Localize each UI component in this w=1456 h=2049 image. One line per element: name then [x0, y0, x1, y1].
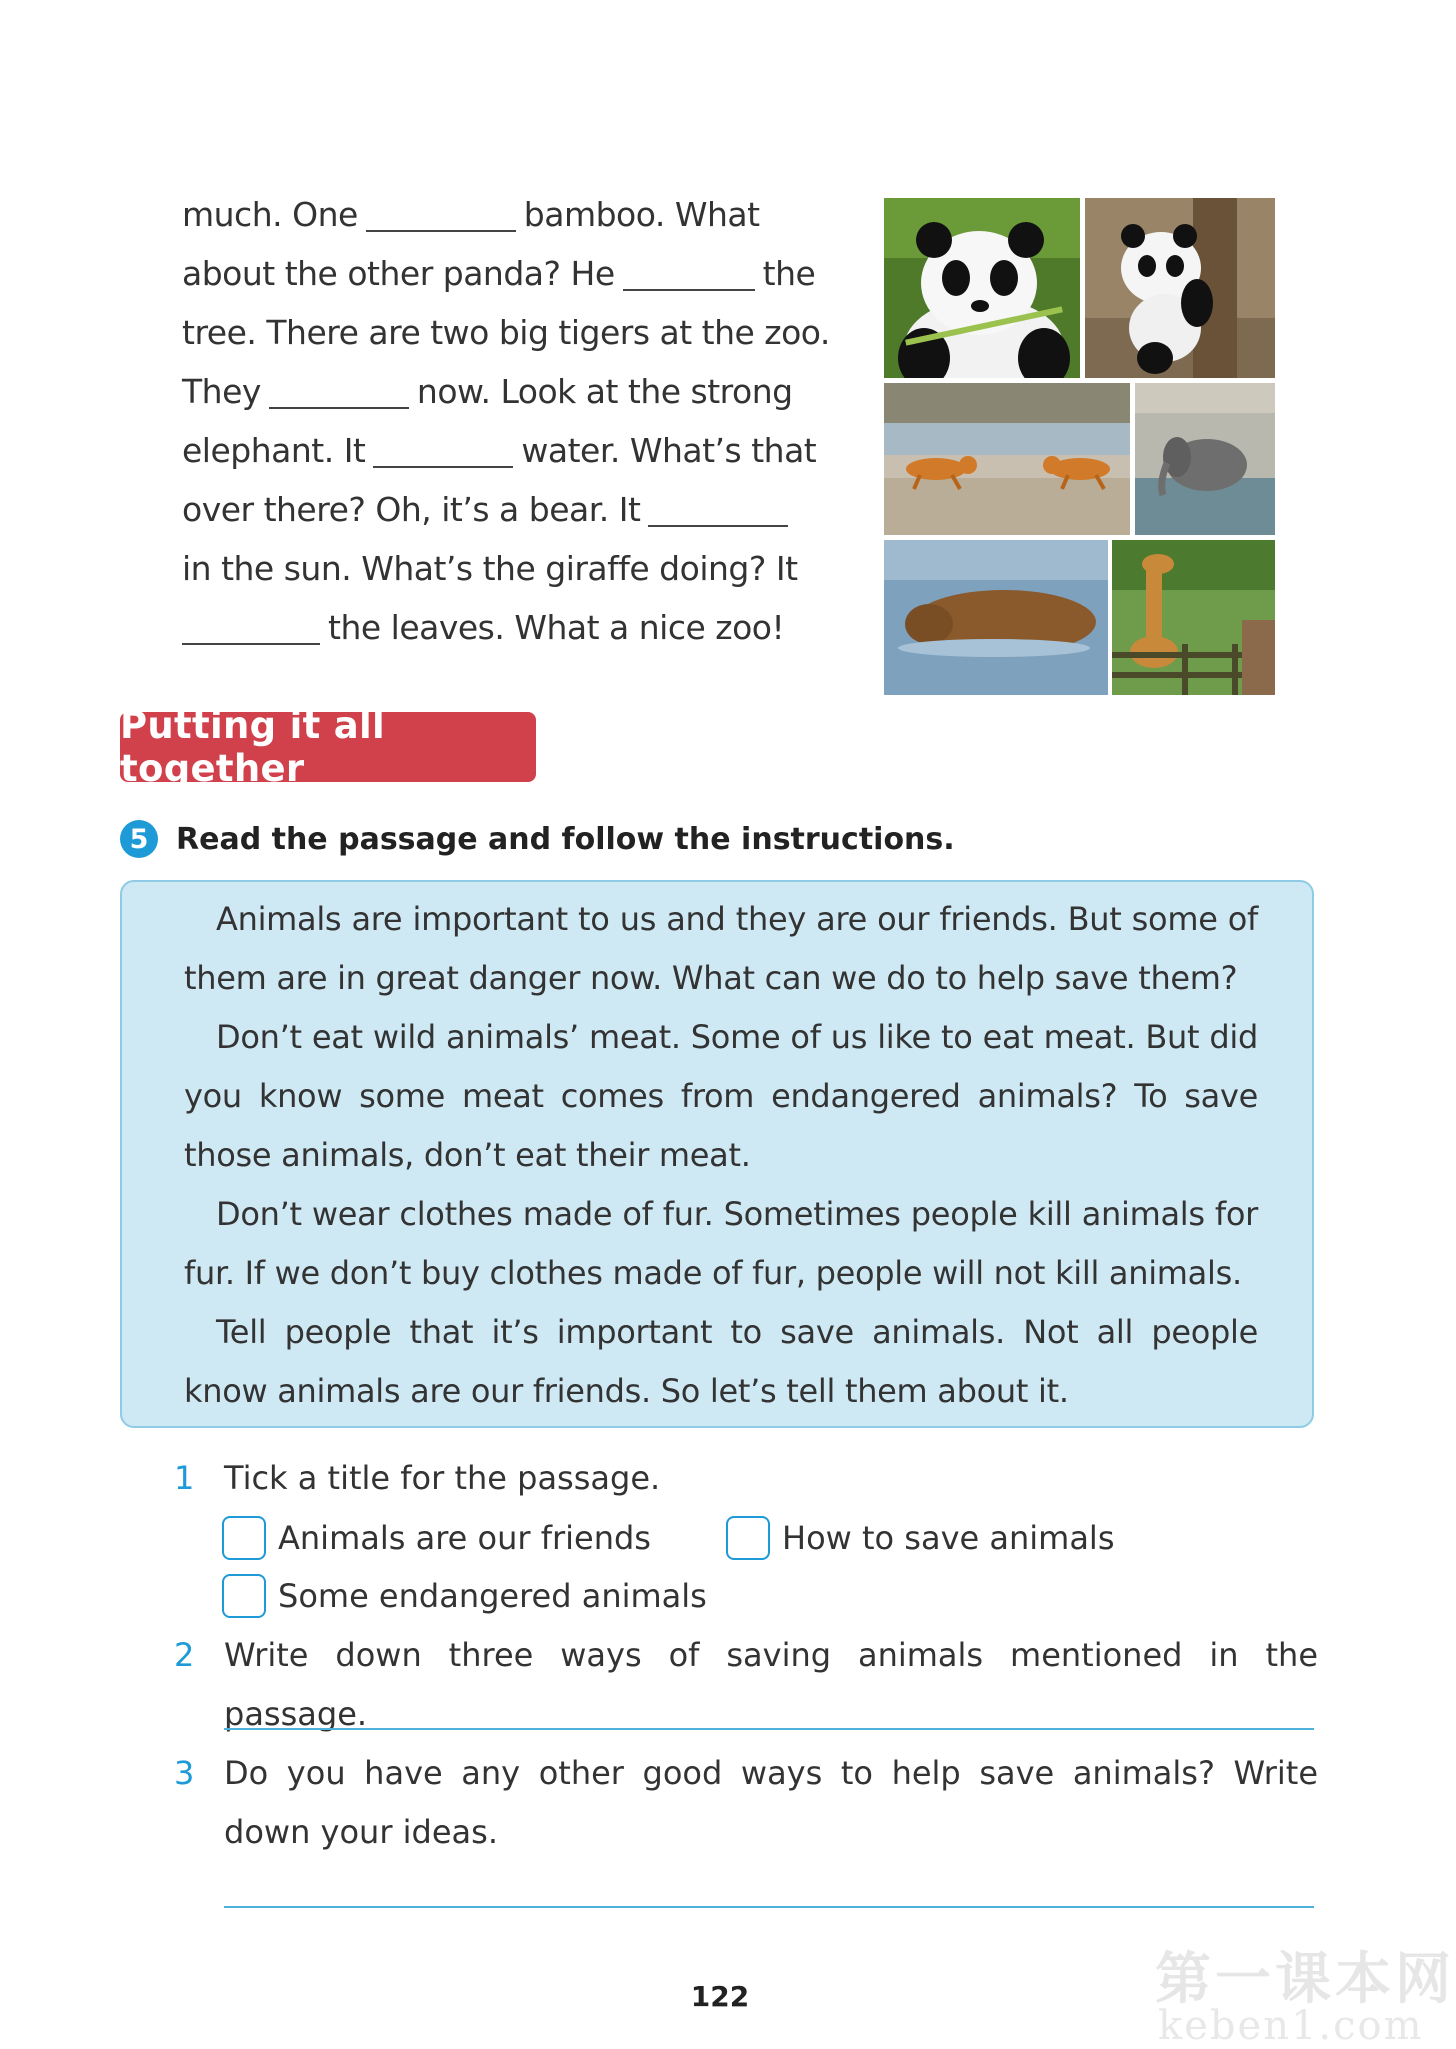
option-label: Some endangered animals: [278, 1577, 707, 1615]
passage-paragraph: Animals are important to us and they are our friends. But some of them are in great danger now. What can we do to help save them?: [184, 900, 1258, 997]
question-number: 1: [174, 1459, 195, 1497]
section-title-banner: Putting it all together: [120, 712, 536, 782]
tick-checkbox[interactable]: [222, 1574, 266, 1618]
option-animals-are-our-friends[interactable]: [222, 1516, 651, 1560]
option-how-to-save-animals[interactable]: [726, 1516, 1114, 1560]
watermark-cn: 第一课本网: [1155, 1947, 1455, 2012]
question-1: [174, 1449, 1318, 1508]
answer-blank[interactable]: [623, 249, 755, 291]
option-label: Animals are our friends: [278, 1519, 651, 1557]
passage-paragraph: Don’t eat wild animals’ meat. Some of us like to eat meat. But did you know some meat comes from endangered animals? To save those animals, don’t eat their meat.: [184, 1018, 1258, 1174]
option-some-endangered-animals[interactable]: [222, 1574, 707, 1618]
option-label: How to save animals: [782, 1519, 1115, 1557]
passage-paragraph: Tell people that it’s important to save animals. Not all people know animals are our friends. So let’s tell them about it.: [184, 1313, 1258, 1410]
panda-eating-bamboo-photo: [884, 198, 1080, 378]
page-number: 122: [690, 1980, 750, 2013]
reading-passage: [120, 880, 1314, 1428]
cloze-line: about the other panda? He the: [182, 244, 752, 303]
panda-climbing-tree-photo: [1085, 198, 1275, 378]
answer-blank[interactable]: [373, 426, 513, 468]
cloze-line: tree. There are two big tigers at the zoo.: [182, 313, 830, 352]
giraffe-behind-fence-photo: [1112, 540, 1275, 695]
passage-paragraph: Don’t wear clothes made of fur. Sometimes people kill animals for fur. If we don’t buy clothes made of fur, people will not kill animals.: [184, 1195, 1258, 1292]
cloze-line: over there? Oh, it’s a bear. It: [182, 480, 752, 539]
cloze-line: the leaves. What a nice zoo!: [182, 598, 752, 657]
exercise-number-badge: 5: [120, 820, 158, 858]
answer-blank[interactable]: [366, 190, 516, 232]
bear-lying-in-water-photo: [884, 540, 1108, 695]
cloze-line: elephant. It water. What’s that: [182, 421, 752, 480]
watermark-en: keben1.com: [1158, 2003, 1424, 2049]
exercise-heading: [120, 820, 955, 858]
question-text: Write down three ways of saving animals mentioned in the passage.: [224, 1636, 1318, 1733]
answer-line-q2[interactable]: [224, 1728, 1314, 1730]
question-2: [174, 1626, 1318, 1744]
question-3: [174, 1744, 1318, 1862]
answer-blank[interactable]: [648, 485, 788, 527]
elephant-in-water-photo: [1135, 383, 1275, 535]
question-text: Tick a title for the passage.: [224, 1459, 661, 1497]
tick-checkbox[interactable]: [726, 1516, 770, 1560]
question-number: 2: [174, 1636, 195, 1674]
question-text: Do you have any other good ways to help save animals? Write down your ideas.: [224, 1754, 1318, 1851]
cloze-line: in the sun. What’s the giraffe doing? It: [182, 549, 798, 588]
exercise-instruction: Read the passage and follow the instructions.: [176, 821, 955, 857]
answer-blank[interactable]: [269, 367, 409, 409]
cloze-line: much. One bamboo. What: [182, 185, 752, 244]
two-tigers-running-photo: [884, 383, 1130, 535]
tick-checkbox[interactable]: [222, 1516, 266, 1560]
cloze-line: They now. Look at the strong: [182, 362, 752, 421]
answer-line-q3[interactable]: [224, 1906, 1314, 1908]
question-number: 3: [174, 1754, 195, 1792]
cloze-passage: [182, 185, 830, 657]
answer-blank[interactable]: [182, 603, 320, 645]
